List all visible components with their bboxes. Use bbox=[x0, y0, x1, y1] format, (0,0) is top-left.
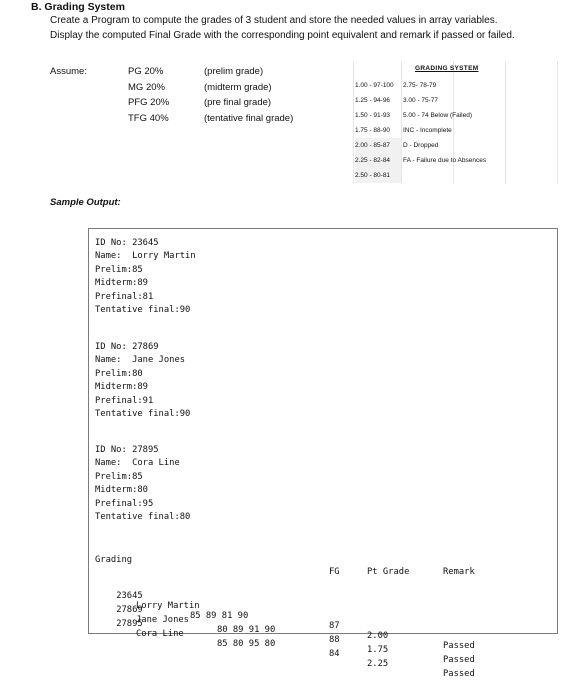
grading-scale-row bbox=[353, 153, 558, 168]
result-name: Lorry Martin bbox=[136, 601, 200, 611]
prelim-score: Prelim:85 bbox=[95, 264, 143, 275]
midterm-score: Midterm:89 bbox=[95, 382, 148, 393]
result-fg: 88 bbox=[329, 635, 340, 645]
remark-header: Remark bbox=[443, 567, 475, 577]
result-scores: 80 89 91 90 bbox=[217, 625, 276, 635]
description-line-1: Create a Program to compute the grades of 3 student and store the needed values in array variables. bbox=[50, 15, 498, 26]
prelim-score: Prelim:85 bbox=[95, 471, 143, 482]
student-id: ID No: 27869 bbox=[95, 342, 159, 352]
student-name: Name: Jane Jones bbox=[95, 355, 186, 366]
assume-label: Assume: bbox=[50, 66, 87, 77]
grading-scale-row bbox=[353, 93, 558, 108]
tentative-score: Tentative final:90 bbox=[95, 304, 191, 315]
grading-system-title: GRADING SYSTEM bbox=[415, 65, 479, 72]
result-remark: Passed bbox=[443, 655, 475, 665]
result-id: 27895 bbox=[116, 619, 143, 629]
result-pt-grade: 2.00 bbox=[367, 631, 389, 641]
grade-range: 2.50 - 80-81 bbox=[355, 168, 401, 183]
grade-range: 1.25 - 94-96 bbox=[355, 97, 391, 104]
component-code: PG 20% bbox=[128, 66, 164, 77]
component-codes bbox=[128, 64, 169, 126]
grade-range: 1.50 - 91-93 bbox=[355, 112, 391, 119]
midterm-score: Midterm:80 bbox=[95, 485, 148, 496]
component-desc: (pre final grade) bbox=[204, 97, 272, 108]
prefinal-score: Prefinal:81 bbox=[95, 291, 154, 302]
component-code: MG 20% bbox=[128, 81, 165, 93]
result-id: 27869 bbox=[116, 605, 143, 615]
pt-grade-header: Pt Grade bbox=[367, 567, 410, 577]
result-name: Jane Jones bbox=[136, 615, 189, 625]
component-desc: (midterm grade) bbox=[204, 81, 272, 93]
console-output bbox=[88, 228, 558, 679]
grading-scale-row bbox=[353, 138, 558, 153]
section-heading: B. Grading System bbox=[31, 1, 125, 13]
grading-scale-row bbox=[353, 123, 558, 138]
component-desc: (tentative final grade) bbox=[204, 112, 294, 124]
description-line-2: Display the computed Final Grade with the corresponding point equivalent and remark if passed or failed. bbox=[50, 30, 515, 41]
result-pt-grade: 2.25 bbox=[367, 659, 389, 669]
grade-code: 5.00 - 74 Below (Failed) bbox=[403, 112, 473, 119]
sample-output-label: Sample Output: bbox=[50, 197, 121, 208]
result-scores: 85 80 95 80 bbox=[217, 639, 276, 649]
grade-code: FA - Failure due to Absences bbox=[403, 157, 487, 164]
result-remark: Passed bbox=[443, 669, 475, 679]
component-descriptions bbox=[204, 64, 293, 126]
component-code: TFG 40% bbox=[128, 112, 169, 124]
grade-range: 1.00 - 97-100 bbox=[355, 82, 394, 89]
student-record bbox=[95, 237, 196, 317]
component-code: PFG 20% bbox=[128, 97, 170, 108]
student-name: Name: Cora Line bbox=[95, 458, 180, 469]
prefinal-score: Prefinal:95 bbox=[95, 498, 154, 509]
result-id: 23645 bbox=[116, 591, 143, 601]
grading-scale-row bbox=[353, 108, 558, 123]
grade-range: 2.00 - 85-87 bbox=[355, 138, 401, 153]
student-record bbox=[95, 444, 190, 524]
result-scores: 85 89 81 90 bbox=[190, 611, 249, 621]
student-record bbox=[95, 341, 190, 421]
result-fg: 87 bbox=[329, 621, 340, 631]
result-remark: Passed bbox=[443, 641, 475, 651]
grade-code: D - Dropped bbox=[403, 142, 439, 149]
grade-code: 3.00 - 75-77 bbox=[403, 97, 439, 104]
grade-code: INC - Incomplete bbox=[403, 127, 452, 134]
grading-system-table bbox=[353, 61, 558, 184]
prefinal-score: Prefinal:91 bbox=[95, 395, 154, 406]
student-name: Name: Lorry Martin bbox=[95, 251, 196, 262]
fg-header: FG bbox=[329, 567, 340, 577]
result-fg: 84 bbox=[329, 649, 340, 659]
tentative-score: Tentative final:80 bbox=[95, 511, 191, 522]
grading-label: Grading bbox=[95, 555, 133, 565]
prelim-score: Prelim:80 bbox=[95, 368, 143, 379]
student-id: ID No: 23645 bbox=[95, 238, 159, 248]
grade-range: 2.25 - 82-84 bbox=[355, 153, 401, 168]
tentative-score: Tentative final:90 bbox=[95, 408, 191, 419]
student-id: ID No: 27895 bbox=[95, 445, 159, 455]
grading-scale-row bbox=[353, 168, 558, 183]
grading-scale-row bbox=[353, 78, 558, 93]
grade-range: 1.75 - 88-90 bbox=[355, 127, 391, 134]
component-desc: (prelim grade) bbox=[204, 66, 264, 77]
result-name: Cora Line bbox=[136, 629, 184, 639]
result-pt-grade: 1.75 bbox=[367, 645, 389, 655]
grade-code: 2.75- 78-79 bbox=[403, 82, 437, 89]
midterm-score: Midterm:89 bbox=[95, 278, 148, 289]
